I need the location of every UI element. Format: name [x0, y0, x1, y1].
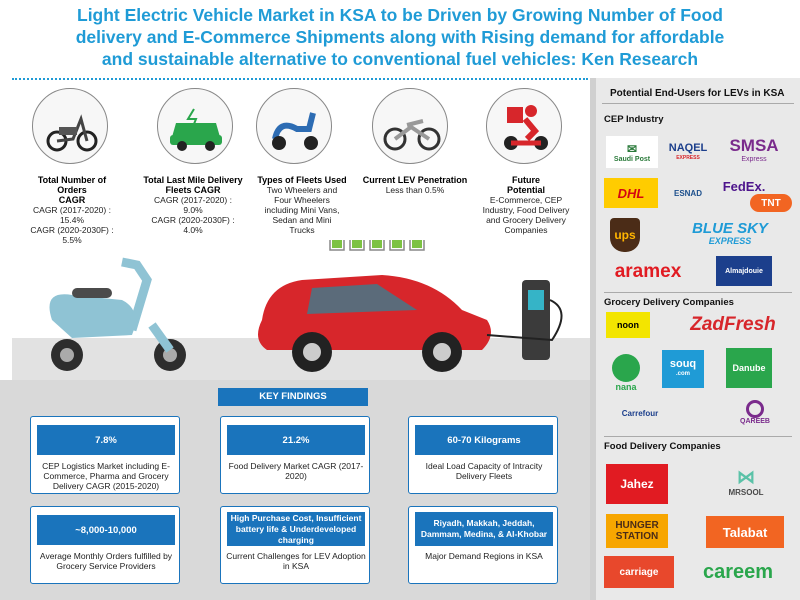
vehicle-illustration: [12, 240, 590, 380]
stat-line: including Mini Vans,: [264, 205, 340, 215]
noon-logo: [606, 312, 650, 338]
hunger-text: HUNGER: [615, 520, 659, 531]
title-line: delivery and E-Commerce Shipments along with Rising demand for affordable: [75, 27, 725, 47]
finding-value: 7.8%: [37, 425, 175, 455]
ups-logo: [610, 218, 640, 252]
finding-value: ~8,000-10,000: [37, 515, 175, 545]
esnad-text: ESNAD: [673, 188, 702, 198]
smsa-sub: Express: [741, 156, 767, 163]
finding-value: 21.2%: [227, 425, 365, 455]
zadfresh-logo: [672, 310, 794, 340]
careem-logo: [688, 556, 788, 588]
stat-total-orders: [22, 175, 122, 245]
naqel-sub: EXPRESS: [676, 155, 700, 161]
ups-text: ups: [614, 228, 636, 242]
qareeb-text: QAREEB: [740, 417, 770, 425]
stat-line: CAGR (2020-2030F) :: [151, 215, 235, 225]
stat-head: Types of Fleets Used: [257, 175, 347, 185]
food-section-title: Food Delivery Companies: [604, 436, 792, 452]
stat-line: 4.0%: [183, 225, 203, 235]
fedex-logo: [718, 176, 770, 196]
fedex-text: FedEx.: [722, 178, 766, 194]
dhl-text: DHL: [617, 185, 645, 201]
saudi-post-text: Saudi Post: [613, 155, 651, 163]
scooter-icon-circle: [32, 88, 108, 164]
scooter-icon: [33, 89, 109, 165]
stat-head: Potential: [506, 185, 545, 195]
vespa-icon: [257, 89, 333, 165]
souq-sub: .com: [675, 371, 690, 377]
qareeb-mark: [746, 400, 764, 418]
blue-sky-sub: EXPRESS: [708, 236, 752, 246]
stat-future-potential: [470, 175, 582, 235]
danube-logo: [726, 348, 772, 388]
sidebar-heading: Potential End-Users for LEVs in KSA: [602, 80, 794, 104]
carriage-text: carriage: [619, 566, 659, 578]
station-text: STATION: [615, 531, 659, 542]
carrefour-text: Carrefour: [621, 408, 659, 418]
delivery-rider-icon: [487, 89, 563, 165]
danube-text: Danube: [732, 363, 766, 373]
page-title: [0, 4, 800, 70]
smsa-logo: [718, 138, 790, 168]
jahez-logo: [606, 464, 668, 504]
talabat-logo: [706, 516, 784, 548]
smsa-text: SMSA: [729, 138, 779, 155]
sidebar-logos: [596, 80, 800, 600]
stat-line: CAGR (2020-2030F) :: [30, 225, 114, 235]
dhl-logo: [604, 178, 658, 208]
stat-lev-penetration: [360, 175, 470, 195]
finding-label: Major Demand Regions in KSA: [425, 551, 543, 561]
title-line: and sustainable alternative to conventional fuel vehicles: Ken Research: [101, 49, 699, 69]
tnt-text: TNT: [761, 197, 781, 209]
stat-line: 15.4%: [59, 215, 85, 225]
stat-line: Industry, Food Delivery: [482, 205, 570, 215]
finding-value: High Purchase Cost, Insufficient battery life & Underdeveloped charging: [227, 512, 365, 546]
motorbike-icon: [373, 89, 449, 165]
finding-card: [220, 416, 370, 494]
careem-text: careem: [702, 560, 774, 583]
delivery-rider-icon-circle: [486, 88, 562, 164]
nana-logo: [606, 348, 646, 398]
finding-label: CEP Logistics Market including E-Commerce, Pharma and Grocery Delivery CAGR (2015-2020): [42, 461, 170, 491]
saudi-post-mark: ✉: [626, 141, 638, 156]
stat-line: CAGR (2017-2020) :: [154, 195, 232, 205]
finding-label: Current Challenges for LEV Adoption in KSA: [226, 551, 366, 571]
ev-icon-circle: [157, 88, 233, 164]
stat-fleets-cagr: [128, 175, 258, 235]
qareeb-logo: [728, 394, 782, 430]
stat-line: Less than 0.5%: [385, 185, 445, 195]
mrsool-logo: [716, 460, 776, 504]
blue-sky-logo: [666, 222, 794, 248]
aramex-text: aramex: [614, 261, 682, 282]
talabat-text: Talabat: [722, 524, 768, 540]
finding-value: 60-70 Kilograms: [415, 425, 553, 455]
finding-card: [30, 416, 180, 494]
aramex-logo: [600, 260, 696, 284]
finding-value: Riyadh, Makkah, Jeddah, Dammam, Medina, & Al-Khobar: [415, 512, 553, 546]
divider: [12, 78, 588, 80]
grocery-section-title: Grocery Delivery Companies: [604, 292, 792, 308]
key-findings-title: KEY FINDINGS: [218, 388, 368, 406]
stat-line: CAGR (2017-2020) :: [33, 205, 111, 215]
title-line: Light Electric Vehicle Market in KSA to be Driven by Growing Number of Food: [77, 5, 723, 25]
stat-head: Fleets CAGR: [165, 185, 221, 195]
stat-line: 9.0%: [183, 205, 203, 215]
souq-text: souq: [669, 358, 697, 370]
naqel-text: NAQEL: [668, 142, 708, 154]
zadfresh-text: ZadFresh: [690, 314, 776, 335]
tnt-logo: [750, 194, 792, 212]
jahez-text: Jahez: [620, 477, 654, 491]
stat-head: Future: [512, 175, 540, 185]
carriage-logo: [604, 556, 674, 588]
stat-line: Four Wheelers: [274, 195, 330, 205]
vespa-icon-circle: [256, 88, 332, 164]
stat-line: Two Wheelers and: [266, 185, 338, 195]
hungerstation-logo: [606, 514, 668, 548]
souq-logo: [662, 350, 704, 388]
blue-sky-text: BLUE SKY: [692, 222, 768, 237]
almajdouie-text: Almajdouie: [725, 267, 763, 275]
finding-card: [408, 506, 558, 584]
stat-head: Total Number of: [37, 175, 107, 185]
nana-mark: [612, 354, 640, 382]
finding-card: [30, 506, 180, 584]
stat-line: Sedan and Mini: [272, 215, 332, 225]
finding-card: [220, 506, 370, 584]
saudi-post-logo: [606, 136, 658, 168]
stat-line: Trucks: [289, 225, 315, 235]
naqel-logo: [662, 140, 714, 166]
esnad-logo: [662, 180, 714, 206]
stat-line: 5.5%: [62, 235, 82, 245]
carrefour-logo: [608, 400, 672, 426]
stat-line: Companies: [504, 225, 548, 235]
stat-head: Orders: [57, 185, 87, 195]
finding-card: [408, 416, 558, 494]
cep-section-title: CEP Industry: [604, 114, 664, 125]
finding-label: Ideal Load Capacity of Intracity Delivery Fleets: [425, 461, 543, 481]
finding-label: Average Monthly Orders fulfilled by Grocery Service Providers: [39, 551, 173, 571]
nana-text: nana: [615, 382, 637, 392]
stat-head: Total Last Mile Delivery: [143, 175, 243, 185]
stat-line: and Grocery Delivery: [486, 215, 566, 225]
stat-head: Current LEV Penetration: [362, 175, 468, 185]
stat-line: E-Commerce, CEP: [489, 195, 563, 205]
noon-text: noon: [617, 320, 639, 330]
mrsool-text: MRSOOL: [728, 488, 764, 497]
stat-head: CAGR: [58, 195, 86, 205]
almajdouie-logo: [716, 256, 772, 286]
battery-icons: [330, 240, 424, 250]
electric-car-icon: [158, 89, 234, 165]
motorbike-icon-circle: [372, 88, 448, 164]
mrsool-mark: ⋈: [737, 467, 755, 487]
stat-fleet-types: [242, 175, 362, 235]
finding-label: Food Delivery Market CAGR (2017-2020): [228, 461, 364, 481]
